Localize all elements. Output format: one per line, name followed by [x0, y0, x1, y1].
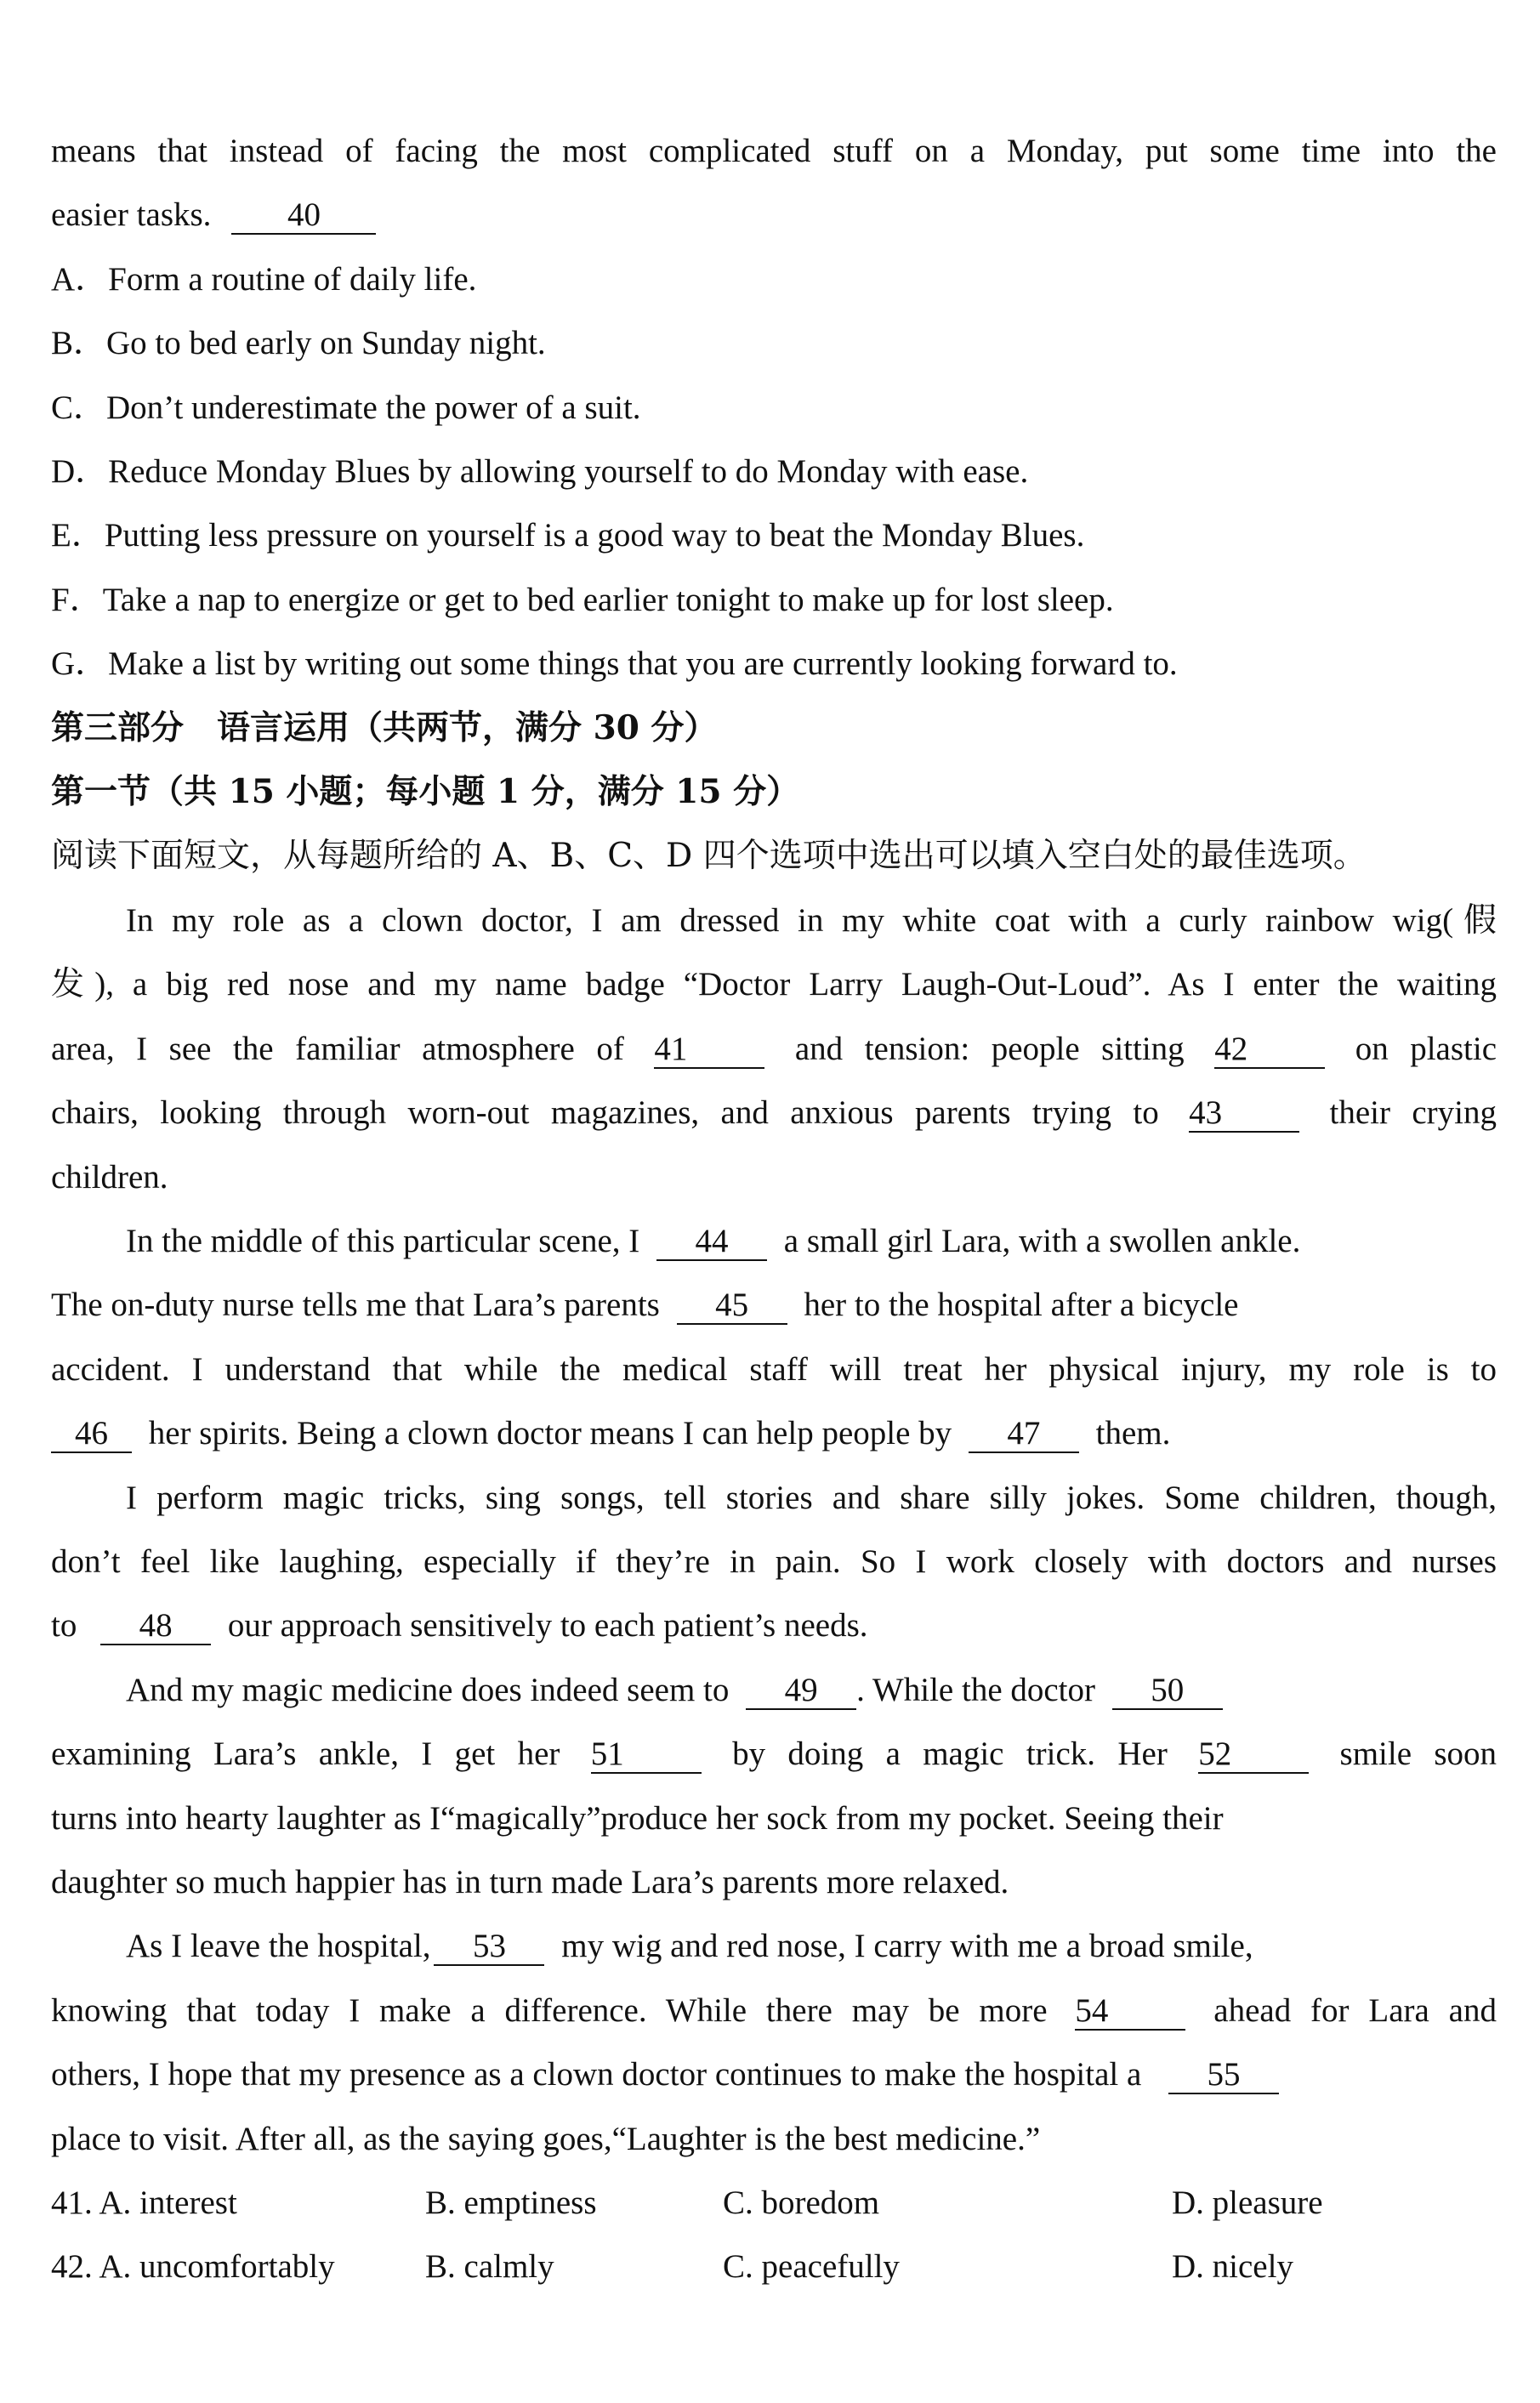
question-41: [51, 2171, 1497, 2235]
passage-line: area, I see the familiar atmosphere of 41 and tension: people sitting 42 on plastic: [51, 1030, 1497, 1067]
blank-51: 51: [591, 1737, 702, 1774]
passage-line: daughter so much happier has in turn made Lara’s parents more relaxed.: [51, 1863, 1009, 1900]
blank-42: 42: [1214, 1032, 1325, 1069]
blank-52: 52: [1198, 1737, 1309, 1774]
blank-55: 55: [1168, 2058, 1279, 2094]
blank-44: 44: [656, 1224, 767, 1261]
option-b: B．Go to bed early on Sunday night.: [51, 325, 546, 362]
blank-43: 43: [1189, 1096, 1299, 1133]
question-42-option-b: B. calmly: [425, 2248, 554, 2286]
question-42-option-a: 42. A. uncomfortably: [51, 2248, 335, 2286]
passage-line: don’t feel like laughing, especially if they’re in pain. So I work closely with doctors and nurses: [51, 1542, 1497, 1580]
blank-48: 48: [100, 1609, 211, 1645]
passage-line: And my magic medicine does indeed seem to 49 . While the doctor 50: [51, 1658, 1497, 1722]
blank-40: 40: [231, 198, 376, 235]
passage-line: others, I hope that my presence as a clown doctor continues to make the hospital a 55: [51, 2042, 1497, 2106]
question-42-option-d: D. nicely: [1172, 2248, 1293, 2286]
passage-line: The on-duty nurse tells me that Lara’s parents 45 her to the hospital after a bicycle: [51, 1287, 1239, 1324]
blank-41: 41: [654, 1032, 764, 1069]
passage-continuation-line: easier tasks. 40: [51, 183, 1497, 247]
option-g: G．Make a list by writing out some things that you are currently looking forward to.: [51, 645, 1178, 683]
passage-continuation-line: means that instead of facing the most complicated stuff on a Monday, put some time into the: [51, 133, 1497, 169]
blank-49: 49: [746, 1673, 856, 1710]
passage-line: place to visit. After all, as the saying goes,“Laughter is the best medicine.”: [51, 2120, 1041, 2157]
section-sub-title: 第一节（共 15 小题；每小题 1 分，满分 15 分）: [51, 772, 800, 812]
question-41-option-d: D. pleasure: [1172, 2184, 1323, 2221]
question-41-option-a: 41. A. interest: [51, 2184, 237, 2221]
passage-line: As I leave the hospital, 53 my wig and red nose, I carry with me a broad smile,: [126, 1928, 1253, 1965]
passage-line: children.: [51, 1158, 168, 1196]
section-part-title: 第三部分 语言运用（共两节，满分 30 分）: [51, 707, 718, 747]
blank-53: 53: [434, 1929, 544, 1966]
question-42-option-c: C. peacefully: [723, 2248, 900, 2286]
blank-50: 50: [1112, 1673, 1223, 1710]
option-e: E．Putting less pressure on yourself is a good way to beat the Monday Blues.: [51, 517, 1085, 554]
passage-line: knowing that today I make a difference. While there may be more 54 ahead for Lara and: [51, 1991, 1497, 2029]
passage-line: In my role as a clown doctor, I am dressed in my white coat with a curly rainbow wig(假: [126, 901, 1497, 939]
passage-line: I perform magic tricks, sing songs, tell stories and share silly jokes. Some children, though,: [126, 1479, 1497, 1516]
question-41-option-c: C. boredom: [723, 2184, 880, 2221]
passage-line: turns into hearty laughter as I“magically”produce her sock from my pocket. Seeing their: [51, 1799, 1224, 1837]
option-a: A．Form a routine of daily life.: [51, 260, 477, 298]
document-page: [51, 119, 1497, 2299]
passage-line: accident. I understand that while the medical staff will treat her physical injury, my role is to: [51, 1350, 1497, 1388]
passage-line: 发), a big red nose and my name badge “Doctor Larry Laugh-Out-Loud”. As I enter the waiting: [51, 966, 1497, 1003]
passage-line: examining Lara’s ankle, I get her 51 by doing a magic trick. Her 52 smile soon: [51, 1736, 1497, 1773]
option-c: C．Don’t underestimate the power of a suit.: [51, 389, 641, 426]
question-42: [51, 2235, 1497, 2298]
passage-line: 46 her spirits. Being a clown doctor means I can help people by 47 them.: [51, 1401, 1497, 1465]
blank-47: 47: [969, 1417, 1079, 1453]
blank-46: 46: [51, 1417, 132, 1453]
question-41-option-b: B. emptiness: [425, 2184, 597, 2221]
option-f: F．Take a nap to energize or get to bed earlier tonight to make up for lost sleep.: [51, 581, 1114, 618]
passage-line: In the middle of this particular scene, I 44 a small girl Lara, with a swollen ankle.: [126, 1222, 1301, 1259]
passage-line: to 48 our approach sensitively to each patient’s needs.: [51, 1607, 868, 1645]
section-instruction: 阅读下面短文，从每题所给的 A、B、C、D 四个选项中选出可以填入空白处的最佳选项。: [51, 837, 1367, 876]
blank-45: 45: [677, 1288, 787, 1325]
passage-line: chairs, looking through worn-out magazines, and anxious parents trying to 43 their crying: [51, 1094, 1497, 1132]
blank-54: 54: [1075, 1994, 1185, 2031]
option-d: D．Reduce Monday Blues by allowing yourself to do Monday with ease.: [51, 453, 1029, 491]
